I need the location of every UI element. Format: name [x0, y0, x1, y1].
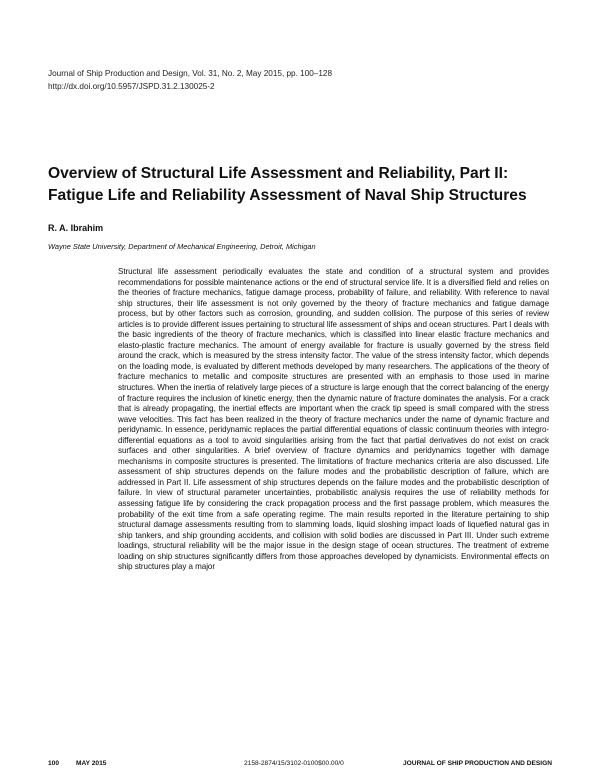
page-number: 100 [48, 760, 60, 767]
journal-name: JOURNAL OF SHIP PRODUCTION AND DESIGN [403, 760, 552, 767]
article-title [48, 163, 568, 207]
author-affiliation: Wayne State University, Department of Mechanical Engineering, Detroit, Michigan [48, 242, 316, 251]
doi-link[interactable]: http://dx.doi.org/10.5957/JSPD.31.2.130025-2 [48, 82, 215, 91]
journal-header [48, 67, 332, 93]
author-name: R. A. Ibrahim [48, 223, 104, 233]
title-line-1: Overview of Structural Life Assessment and Reliability, Part II: [48, 165, 509, 182]
journal-citation: Journal of Ship Production and Design, Vol. 31, No. 2, May 2015, pp. 100–128 [48, 69, 333, 78]
title-line-2: Fatigue Life and Reliability Assessment of Naval Ship Structures [48, 187, 527, 204]
issue-date: MAY 2015 [76, 760, 107, 767]
abstract-text: Structural life assessment periodically evaluates the state and condition of a structural system and provides recommendations for possible maintenance actions or the end of structural service life. It is a diversified field and relies on the theories of fracture mechanics, fatigue damage process, probability of failure, and reliability. With reference to naval ship structures, their life assessment is not only governed by the theory of fracture mechanics and fatigue damage process, but by other factors such as corrosion, grounding, and sudden collision. The purpose of this series of review articles is to provide different issues pertaining to structural life assessment of ships and ocean structures. Part I deals with the basic ingredients of the theory of fracture mechanics, which is classified into linear elastic fracture mechanics and elasto-plastic fracture mechanics. The amount of energy available for fracture is usually governed by the stress field around the crack, which is measured by the stress intensity factor. The value of the stress intensity factor, which depends on the loading mode, is evaluated by different methods developed by many researchers. The applications of the theory of fracture mechanics to metallic and composite structures are presented with an emphasis to those used in marine structures. When the inertia of relatively large pieces of a structure is large enough that the correct balancing of the energy of fracture requires the inclusion of kinetic energy, then the dynamic nature of fracture dominates the analysis. For a crack that is already propagating, the inertial effects are important when the crack tip speed is small compared with the stress wave velocities. This fact has been realized in the theory of fracture mechanics under the name of dynamic fracture and peridynamic. In essence, peridynamic replaces the partial differential equations of classic continuum theories with integro-differential equations as a tool to avoid singularities arising from the fact that partial derivatives do not exist on crack surfaces and other singularities. A brief overview of fracture dynamics and peridynamics together with damage mechanisms in composite structures is presented. The limitations of fracture mechanics criteria are also discussed. Life assessment of ship structures depends on the failure modes and the probabilistic description of failure, which are addressed in Part II. Life assessment of ship structures depends on the failure modes and the probabilistic description of failure. In view of structural parameter uncertainties, probabilistic analysis requires the use of reliability methods for assessing fatigue life by considering the crack propagation process and the first passage problem, which measures the probability of the exit time from a safe operating regime. The main results reported in the literature pertaining to ship structural damage assessments resulting from to slamming loads, liquid sloshing impact loads of liquefied natural gas in ship tankers, and ship grounding accidents, and collision with solid bodies are discussed in Part III. Under such extreme loadings, structural reliability will be the major issue in the design stage of ocean structures. The treatment of extreme loading on ship structures significantly differs from those approaches developed by dynamicists. Environmental effects on ship structures play a major [118, 267, 549, 572]
issn-code: 2158-2874/15/3102-0100$00.00/0 [244, 760, 344, 767]
